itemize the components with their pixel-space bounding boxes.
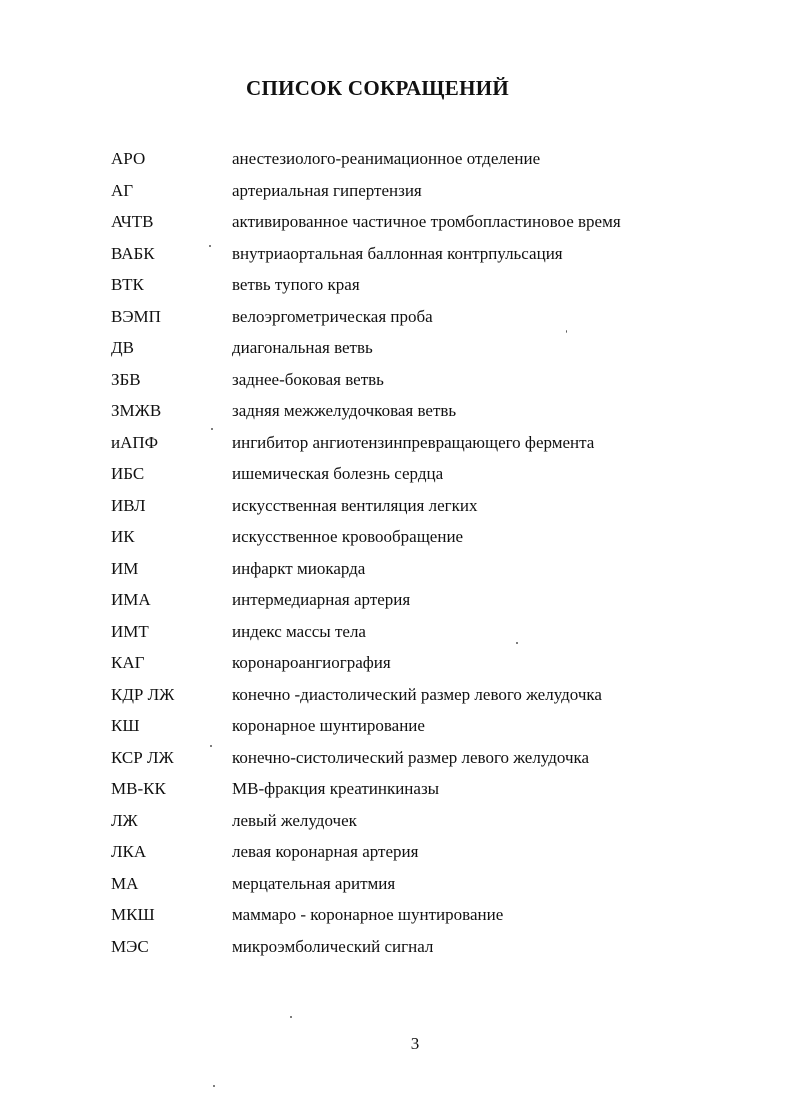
abbreviation-definition: МВ-фракция креатинкиназы <box>232 779 440 798</box>
abbreviation-definition: артериальная гипертензия <box>232 180 422 200</box>
abbreviation-term: иАПФ <box>111 432 159 452</box>
page-title: СПИСОК СОКРАЩЕНИЙ <box>245 76 510 100</box>
abbreviation-row <box>111 369 711 401</box>
scan-speck <box>516 642 518 644</box>
abbreviation-term: ИМ <box>111 558 139 578</box>
abbreviation-row <box>111 589 711 621</box>
scan-speck <box>211 428 213 430</box>
abbreviation-term: ДВ <box>111 338 134 357</box>
abbreviation-term: МА <box>111 873 139 893</box>
abbreviation-term: КДР ЛЖ <box>111 684 175 704</box>
abbreviation-definition: ингибитор ангиотензинпревращающего фермента <box>232 432 595 452</box>
abbreviation-definition: коронарное шунтирование <box>232 716 425 735</box>
abbreviation-row <box>111 684 711 716</box>
abbreviation-row <box>111 621 711 653</box>
abbreviation-definition: заднее-боковая ветвь <box>232 369 384 389</box>
abbreviation-definition: внутриаортальная баллонная контрпульсация <box>232 243 563 263</box>
page-number: 3 <box>410 1034 420 1053</box>
abbreviation-term: ЗБВ <box>111 369 141 389</box>
abbreviation-row <box>111 715 711 747</box>
abbreviation-term: ИМА <box>111 590 151 609</box>
abbreviation-row <box>111 306 711 338</box>
abbreviation-definition: ветвь тупого края <box>232 275 360 294</box>
abbreviation-definition: задняя межжелудочковая ветвь <box>232 401 457 420</box>
abbreviation-definition: мерцательная аритмия <box>232 873 396 893</box>
abbreviation-row <box>111 432 711 464</box>
abbreviation-row <box>111 148 711 180</box>
abbreviation-row <box>111 526 711 558</box>
abbreviation-term: ВЭМП <box>111 306 161 326</box>
abbreviation-term: КШ <box>111 716 140 735</box>
abbreviation-row <box>111 747 711 779</box>
abbreviation-definition: интермедиарная артерия <box>232 590 411 609</box>
abbreviation-definition: маммаро - коронарное шунтирование <box>232 905 504 924</box>
abbreviation-definition: левая коронарная артерия <box>232 842 419 861</box>
abbreviation-definition: коронароангиография <box>232 653 391 672</box>
abbreviation-row <box>111 778 711 810</box>
abbreviation-definition: индекс массы тела <box>232 621 366 641</box>
abbreviation-term: МЭС <box>111 936 149 956</box>
abbreviation-definition: левый желудочек <box>232 810 357 830</box>
abbreviation-term: ИБС <box>111 464 145 483</box>
abbreviation-term: ИМТ <box>111 621 149 641</box>
abbreviation-row <box>111 337 711 369</box>
abbreviation-definition: искусственная вентиляция легких <box>232 495 478 515</box>
abbreviation-row <box>111 810 711 842</box>
abbreviation-definition: конечно -диастолический размер левого желудочка <box>232 684 602 704</box>
scan-speck <box>210 745 212 747</box>
abbreviation-row <box>111 400 711 432</box>
abbreviation-definition: искусственное кровообращение <box>232 527 464 546</box>
abbreviation-row <box>111 243 711 275</box>
abbreviation-row <box>111 180 711 212</box>
abbreviation-term: ВТК <box>111 275 144 294</box>
abbreviation-definition: анестезиолого-реанимационное отделение <box>232 149 541 168</box>
abbreviation-row <box>111 495 711 527</box>
abbreviation-definition: диагональная ветвь <box>232 338 373 357</box>
abbreviation-term: МВ-КК <box>111 779 166 798</box>
scan-speck <box>209 245 211 247</box>
abbreviation-list <box>111 148 711 967</box>
abbreviation-term: ЛЖ <box>111 810 138 830</box>
abbreviation-definition: ишемическая болезнь сердца <box>232 464 444 483</box>
abbreviation-row <box>111 558 711 590</box>
abbreviation-term: ЛКА <box>111 842 147 861</box>
abbreviation-definition: микроэмболический сигнал <box>232 936 434 956</box>
abbreviation-term: АГ <box>111 180 134 200</box>
abbreviation-definition: инфаркт миокарда <box>232 558 366 578</box>
abbreviation-term: ИК <box>111 527 135 546</box>
abbreviation-term: МКШ <box>111 905 155 924</box>
abbreviation-row <box>111 841 711 873</box>
abbreviation-term: ИВЛ <box>111 495 146 515</box>
abbreviation-term: АРО <box>111 149 146 168</box>
abbreviation-row <box>111 904 711 936</box>
abbreviation-row <box>111 274 711 306</box>
abbreviation-term: ВАБК <box>111 243 155 263</box>
abbreviation-definition: активированное частичное тромбопластиновое время <box>232 212 621 231</box>
scan-speck <box>213 1085 215 1087</box>
abbreviation-row <box>111 936 711 968</box>
abbreviation-term: КАГ <box>111 653 145 672</box>
abbreviation-row <box>111 873 711 905</box>
abbreviation-row <box>111 463 711 495</box>
abbreviation-row <box>111 211 711 243</box>
abbreviation-term: КСР ЛЖ <box>111 747 174 767</box>
abbreviation-definition: конечно-систолический размер левого желудочка <box>232 747 590 767</box>
abbreviation-definition: велоэргометрическая проба <box>232 306 433 326</box>
abbreviation-row <box>111 652 711 684</box>
scan-speck <box>566 330 567 333</box>
abbreviation-term: ЗМЖВ <box>111 401 162 420</box>
scan-speck <box>290 1016 292 1018</box>
abbreviation-term: АЧТВ <box>111 212 154 231</box>
